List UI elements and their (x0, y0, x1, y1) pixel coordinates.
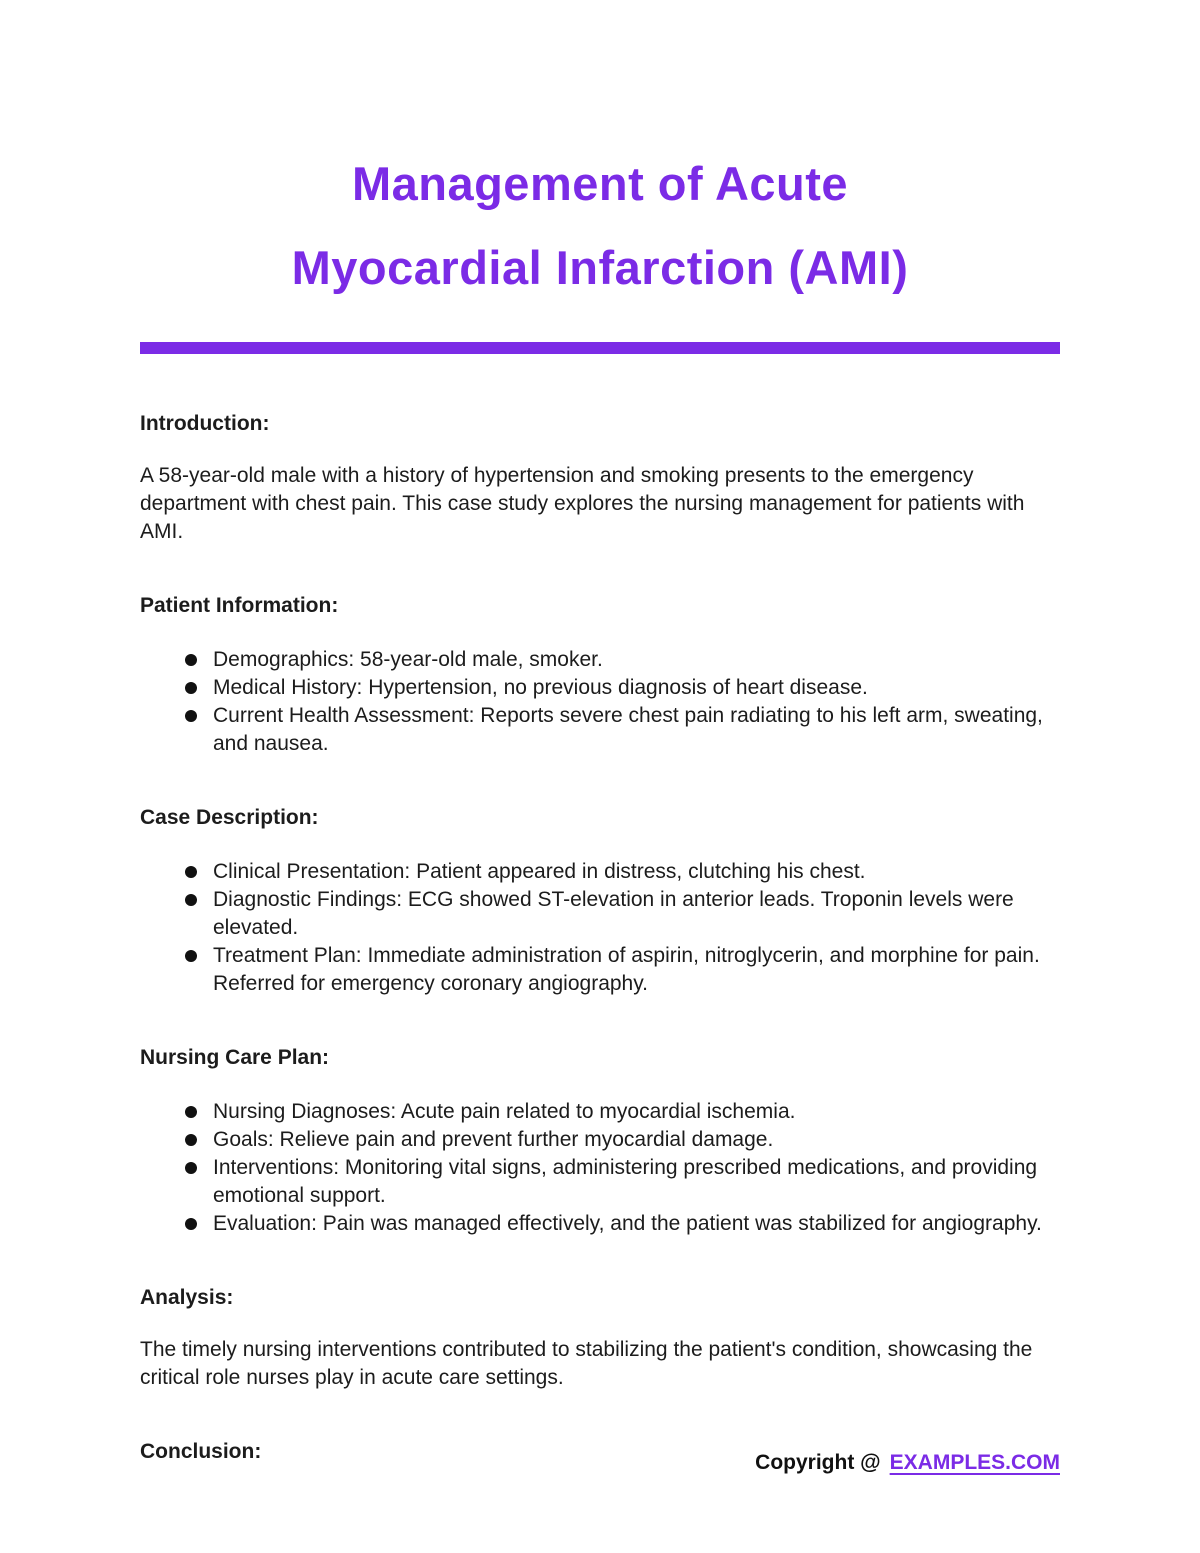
bullet-icon (185, 950, 197, 962)
list-item (140, 886, 1060, 942)
list-item-text: Medical History: Hypertension, no previous diagnosis of heart disease. (213, 676, 868, 699)
nursing-care-plan-list (140, 1098, 1060, 1238)
bullet-icon (185, 682, 197, 694)
list-item (140, 702, 1060, 758)
list-item-text: Demographics: 58-year-old male, smoker. (213, 648, 603, 671)
section-heading-analysis: Analysis: (140, 1286, 234, 1309)
bullet-icon (185, 654, 197, 666)
title-line-1: Management of Acute (351, 157, 849, 210)
list-item (140, 1154, 1060, 1210)
list-item-text: Evaluation: Pain was managed effectively, and the patient was stabilized for angiography. (213, 1212, 1042, 1235)
list-item-text: Interventions: Monitoring vital signs, administering prescribed medications, and providing emotional support. (213, 1156, 1038, 1207)
list-item (140, 1098, 1060, 1126)
page-footer (755, 1451, 1060, 1475)
title-line-2: Myocardial Infarction (AMI) (291, 241, 909, 294)
list-item-text: Goals: Relieve pain and prevent further myocardial damage. (213, 1128, 774, 1151)
list-item (140, 858, 1060, 886)
introduction-paragraph: A 58-year-old male with a history of hypertension and smoking presents to the emergency department with chest pain. This case study explores the nursing management for patients with AMI. (140, 464, 1025, 543)
list-item (140, 674, 1060, 702)
list-item (140, 1126, 1060, 1154)
section-heading-conclusion: Conclusion: (140, 1440, 262, 1463)
bullet-icon (185, 1134, 197, 1146)
section-heading-introduction: Introduction: (140, 412, 270, 435)
list-item (140, 646, 1060, 674)
bullet-icon (185, 1162, 197, 1174)
analysis-paragraph: The timely nursing interventions contributed to stabilizing the patient's condition, showcasing the critical role nurses play in acute care settings. (140, 1338, 1033, 1389)
patient-information-list (140, 646, 1060, 758)
section-heading-patient-information: Patient Information: (140, 594, 339, 617)
bullet-icon (185, 1106, 197, 1118)
list-item-text: Diagnostic Findings: ECG showed ST-elevation in anterior leads. Troponin levels were elevated. (213, 888, 1014, 939)
list-item (140, 1210, 1060, 1238)
list-item-text: Treatment Plan: Immediate administration of aspirin, nitroglycerin, and morphine for pain. Referred for emergency coronary angiography. (213, 944, 1040, 995)
bullet-icon (185, 710, 197, 722)
list-item-text: Current Health Assessment: Reports severe chest pain radiating to his left arm, sweating, and nausea. (213, 704, 1043, 755)
list-item (140, 942, 1060, 998)
document-title (140, 142, 1060, 310)
examples-com-link[interactable]: EXAMPLES.COM (889, 1451, 1060, 1474)
case-description-list (140, 858, 1060, 998)
section-heading-case-description: Case Description: (140, 806, 319, 829)
bullet-icon (185, 1218, 197, 1230)
bullet-icon (185, 866, 197, 878)
list-item-text: Nursing Diagnoses: Acute pain related to myocardial ischemia. (213, 1100, 796, 1123)
copyright-text: Copyright @ (755, 1451, 881, 1474)
bullet-icon (185, 894, 197, 906)
title-underline-rule (140, 342, 1060, 354)
list-item-text: Clinical Presentation: Patient appeared in distress, clutching his chest. (213, 860, 866, 883)
section-heading-nursing-care-plan: Nursing Care Plan: (140, 1046, 330, 1069)
